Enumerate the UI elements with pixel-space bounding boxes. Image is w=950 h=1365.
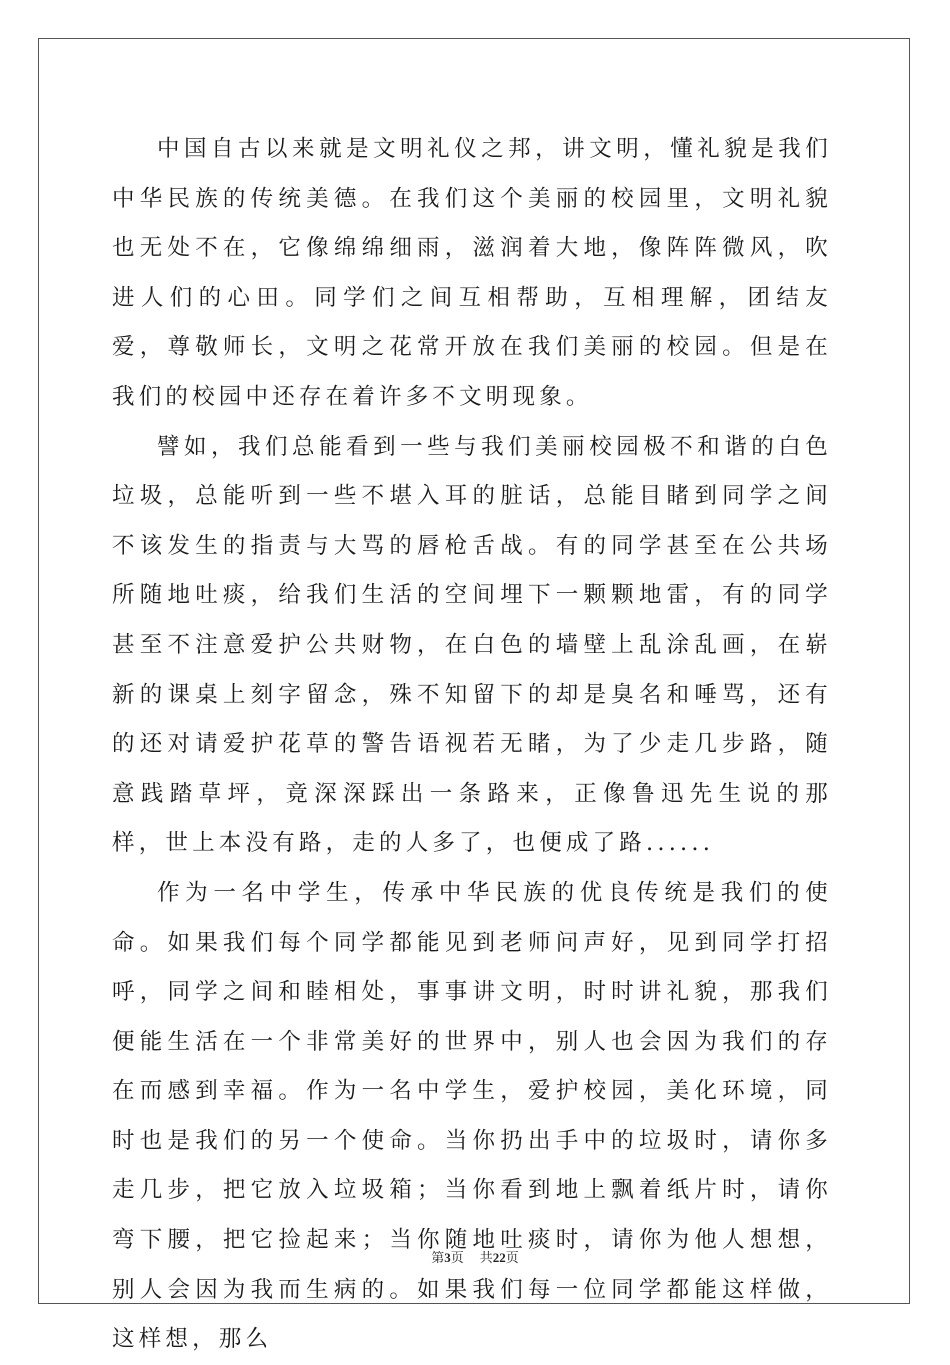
total-pages: 22 [492,1250,506,1265]
total-suffix: 页 [505,1251,519,1266]
page-number: 3 [444,1250,451,1265]
page-suffix: 页 [450,1251,464,1266]
total-prefix: 共 [479,1251,493,1266]
paragraph-2: 譬如，我们总能看到一些与我们美丽校园极不和谐的白色垃圾，总能听到一些不堪入耳的脏话，总能目睹到同学之间不该发生的指责与大骂的唇枪舌战。有的同学甚至在公共场所随地吐痰，给我们生活的空间埋下一颗颗地雷，有的同学甚至不注意爱护公共财物，在白色的墙壁上乱涂乱画，在崭新的课桌上刻字留念，殊不知留下的却是臭名和唾骂，还有的还对请爱护花草的警告语视若无睹，为了少走几步路，随意践踏草坪，竟深深踩出一条路来，正像鲁迅先生说的那样，世上本没有路，走的人多了，也便成了路...... [112,433,832,857]
document-body [112,125,832,1365]
paragraph-1: 中国自古以来就是文明礼仪之邦，讲文明，懂礼貌是我们中华民族的传统美德。在我们这个美丽的校园里，文明礼貌也无处不在，它像绵绵细雨，滋润着大地，像阵阵微风，吹进人们的心田。同学们之间互相帮助，互相理解，团结友爱，尊敬师长，文明之花常开放在我们美丽的校园。但是在我们的校园中还存在着许多不文明现象。 [112,136,832,410]
page-prefix: 第 [431,1251,445,1266]
page-footer [0,1247,950,1266]
paragraph-3: 作为一名中学生，传承中华民族的优良传统是我们的使命。如果我们每个同学都能见到老师问声好，见到同学打招呼，同学之间和睦相处，事事讲文明，时时讲礼貌，那我们便能生活在一个非常美好的世界中，别人也会因为我们的存在而感到幸福。作为一名中学生，爱护校园，美化环境，同时也是我们的另一个使命。当你扔出手中的垃圾时，请你多走几步，把它放入垃圾箱；当你看到地上飘着纸片时，请你弯下腰，把它捡起来；当你随地吐痰时，请你为他人想想，别人会因为我而生病的。如果我们每一位同学都能这样做，这样想，那么 [112,879,832,1353]
